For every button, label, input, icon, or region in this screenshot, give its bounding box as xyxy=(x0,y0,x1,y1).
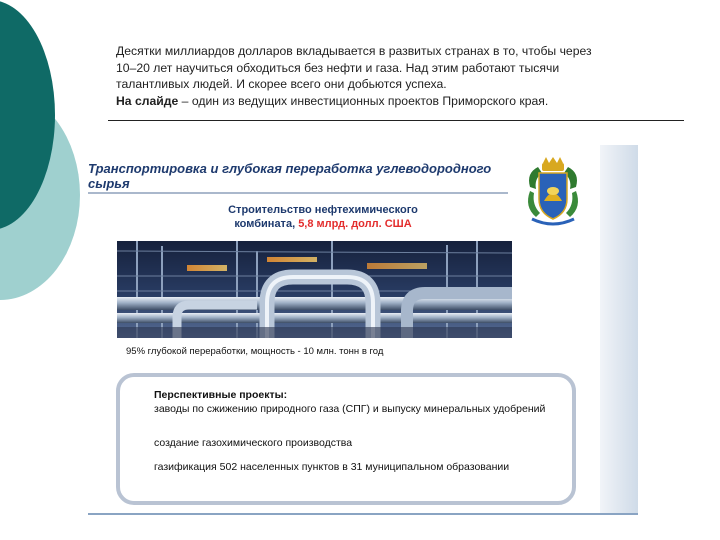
slide-side-strip xyxy=(600,145,638,515)
slide-title-rule xyxy=(88,192,508,194)
slide-label: На слайде xyxy=(116,93,179,108)
divider xyxy=(108,120,684,121)
slide-title: Транспортировка и глубокая переработка углеводородного сырья xyxy=(88,161,492,191)
intro-line-3: талантливых людей. И скорее всего они добьются успеха. xyxy=(116,77,447,91)
coat-of-arms-icon xyxy=(522,157,584,229)
project-item: газификация 502 населенных пунктов в 31 муниципальном образовании xyxy=(154,461,510,473)
slide-image xyxy=(88,145,638,515)
projects-box xyxy=(116,373,576,505)
slide-description: – один из ведущих инвестиционных проектов Приморского края. xyxy=(178,93,549,108)
intro-text xyxy=(116,43,686,109)
caption-line-1: Строительство нефтехимического xyxy=(228,204,418,216)
project-item: заводы по сжижению природного газа (СПГ) и выпуску минеральных удобрений xyxy=(154,403,546,415)
intro-line-2: 10–20 лет научиться обходиться без нефти и газа. Над этим работают тысячи xyxy=(116,60,560,75)
intro-line-1: Десятки миллиардов долларов вкладывается в развитых странах в то, чтобы через xyxy=(116,44,592,58)
caption-amount: 5,8 млрд. долл. США xyxy=(298,218,412,230)
intro-line-4 xyxy=(116,93,686,110)
caption-line-2 xyxy=(148,217,498,231)
caption-prefix: комбината, xyxy=(234,218,299,230)
projects-title: Перспективные проекты: xyxy=(154,389,288,401)
refinery-photo xyxy=(117,241,512,338)
photo-caption: 95% глубокой переработки, мощность - 10 млн. тонн в год xyxy=(126,346,384,357)
project-item: создание газохимического производства xyxy=(154,437,353,449)
project-caption xyxy=(148,203,498,231)
slide-bottom-line xyxy=(88,513,638,515)
